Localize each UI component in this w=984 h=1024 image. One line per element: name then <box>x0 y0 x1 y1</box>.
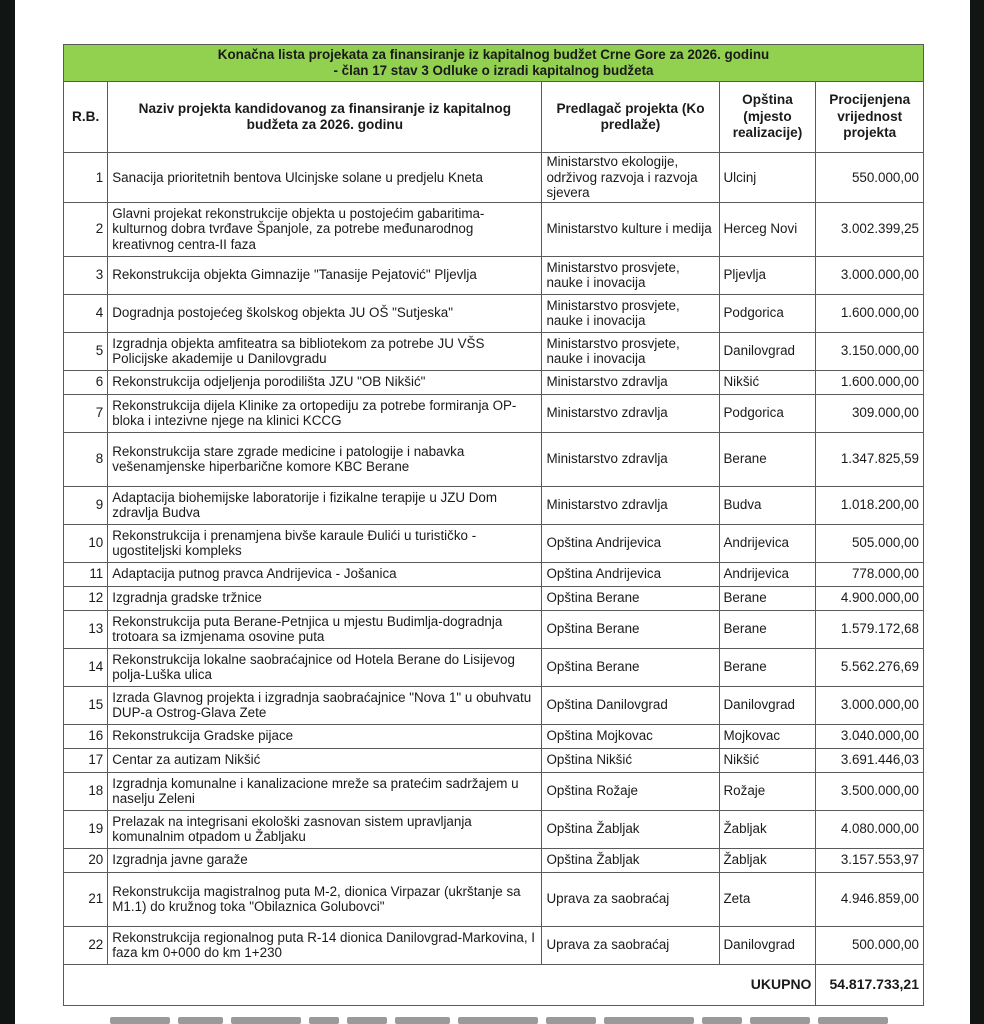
column-header-municipality: Opština (mjesto realizacije) <box>719 82 816 153</box>
row-number: 22 <box>64 926 108 964</box>
proposer: Opština Nikšić <box>542 748 719 772</box>
estimated-value: 1.018.200,00 <box>816 486 924 524</box>
estimated-value: 778.000,00 <box>816 562 924 586</box>
estimated-value: 3.691.446,03 <box>816 748 924 772</box>
column-header-proposer: Predlagač projekta (Ko predlaže) <box>542 82 719 153</box>
column-header-rb: R.B. <box>64 82 108 153</box>
total-label: UKUPNO <box>64 964 816 1005</box>
project-name: Rekonstrukcija i prenamjena bivše karaule Đulići u turističko - ugostiteljski kompleks <box>108 524 542 562</box>
proposer: Uprava za saobraćaj <box>542 872 719 926</box>
project-name: Rekonstrukcija objekta Gimnazije "Tanasije Pejatović" Pljevlja <box>108 256 542 294</box>
municipality: Danilovgrad <box>719 332 816 370</box>
truncated-footer-text <box>110 1012 930 1024</box>
project-name: Rekonstrukcija magistralnog puta M-2, dionica Virpazar (ukrštanje sa M1.1) do kružnog toka "Obilaznica Golubovci" <box>108 872 542 926</box>
table-row <box>64 872 924 926</box>
proposer: Uprava za saobraćaj <box>542 926 719 964</box>
table-row <box>64 748 924 772</box>
municipality: Andrijevica <box>719 524 816 562</box>
row-number: 3 <box>64 256 108 294</box>
document-page <box>15 0 970 1024</box>
proposer: Opština Žabljak <box>542 810 719 848</box>
table-title <box>64 45 924 82</box>
row-number: 8 <box>64 432 108 486</box>
table-row <box>64 202 924 256</box>
table-row <box>64 926 924 964</box>
row-number: 11 <box>64 562 108 586</box>
table-row <box>64 394 924 432</box>
table-row <box>64 153 924 203</box>
municipality: Herceg Novi <box>719 202 816 256</box>
table-row <box>64 432 924 486</box>
proposer: Ministarstvo zdravlja <box>542 394 719 432</box>
row-number: 14 <box>64 648 108 686</box>
project-name: Glavni projekat rekonstrukcije objekta u postojećim gabaritima-kulturnog dobra tvrđave Španjole, za potrebe međunarodnog kreativnog centra-II faza <box>108 202 542 256</box>
proposer: Ministarstvo prosvjete, nauke i inovacija <box>542 256 719 294</box>
row-number: 13 <box>64 610 108 648</box>
row-number: 21 <box>64 872 108 926</box>
project-name: Adaptacija biohemijske laboratorije i fizikalne terapije u JZU Dom zdravlja Budva <box>108 486 542 524</box>
table-title-line2: - član 17 stav 3 Odluke o izradi kapitalnog budžeta <box>333 63 654 78</box>
municipality: Ulcinj <box>719 153 816 203</box>
estimated-value: 5.562.276,69 <box>816 648 924 686</box>
project-name: Rekonstrukcija stare zgrade medicine i patologije i nabavka vešenamjenske hiperbarične komore KBC Berane <box>108 432 542 486</box>
municipality: Žabljak <box>719 848 816 872</box>
estimated-value: 4.900.000,00 <box>816 586 924 610</box>
table-row <box>64 648 924 686</box>
row-number: 1 <box>64 153 108 203</box>
estimated-value: 550.000,00 <box>816 153 924 203</box>
row-number: 12 <box>64 586 108 610</box>
row-number: 18 <box>64 772 108 810</box>
estimated-value: 3.002.399,25 <box>816 202 924 256</box>
project-name: Rekonstrukcija Gradske pijace <box>108 724 542 748</box>
estimated-value: 1.600.000,00 <box>816 370 924 394</box>
total-value: 54.817.733,21 <box>816 964 924 1005</box>
table-row <box>64 562 924 586</box>
table-body <box>64 153 924 965</box>
row-number: 16 <box>64 724 108 748</box>
proposer: Ministarstvo zdravlja <box>542 486 719 524</box>
column-header-row <box>64 82 924 153</box>
table-row <box>64 810 924 848</box>
estimated-value: 500.000,00 <box>816 926 924 964</box>
estimated-value: 1.347.825,59 <box>816 432 924 486</box>
project-name: Izgradnja objekta amfiteatra sa bibliotekom za potrebe JU VŠS Policijske akademije u Danilovgradu <box>108 332 542 370</box>
table-row <box>64 294 924 332</box>
proposer: Ministarstvo prosvjete, nauke i inovacija <box>542 332 719 370</box>
row-number: 17 <box>64 748 108 772</box>
proposer: Opština Andrijevica <box>542 524 719 562</box>
proposer: Ministarstvo zdravlja <box>542 370 719 394</box>
proposer: Opština Andrijevica <box>542 562 719 586</box>
row-number: 9 <box>64 486 108 524</box>
table-row <box>64 256 924 294</box>
project-name: Izgradnja javne garaže <box>108 848 542 872</box>
table-row <box>64 772 924 810</box>
proposer: Opština Berane <box>542 586 719 610</box>
table-row <box>64 610 924 648</box>
estimated-value: 505.000,00 <box>816 524 924 562</box>
estimated-value: 4.080.000,00 <box>816 810 924 848</box>
municipality: Podgorica <box>719 294 816 332</box>
table-row <box>64 524 924 562</box>
municipality: Podgorica <box>719 394 816 432</box>
proposer: Opština Berane <box>542 648 719 686</box>
proposer: Ministarstvo prosvjete, nauke i inovacija <box>542 294 719 332</box>
municipality: Mojkovac <box>719 724 816 748</box>
project-name: Izgradnja gradske tržnice <box>108 586 542 610</box>
project-list-table <box>63 44 924 1006</box>
municipality: Zeta <box>719 872 816 926</box>
row-number: 5 <box>64 332 108 370</box>
estimated-value: 3.040.000,00 <box>816 724 924 748</box>
municipality: Berane <box>719 610 816 648</box>
municipality: Berane <box>719 586 816 610</box>
column-header-project-name: Naziv projekta kandidovanog za finansiranje iz kapitalnog budžeta za 2026. godinu <box>108 82 542 153</box>
municipality: Berane <box>719 432 816 486</box>
proposer: Opština Rožaje <box>542 772 719 810</box>
municipality: Danilovgrad <box>719 686 816 724</box>
row-number: 7 <box>64 394 108 432</box>
estimated-value: 3.000.000,00 <box>816 256 924 294</box>
proposer: Opština Žabljak <box>542 848 719 872</box>
estimated-value: 3.500.000,00 <box>816 772 924 810</box>
project-name: Rekonstrukcija lokalne saobraćajnice od Hotela Berane do Lisijevog polja-Luška ulica <box>108 648 542 686</box>
table-row <box>64 848 924 872</box>
row-number: 20 <box>64 848 108 872</box>
proposer: Opština Mojkovac <box>542 724 719 748</box>
municipality: Nikšić <box>719 748 816 772</box>
table-row <box>64 724 924 748</box>
project-name: Rekonstrukcija odjeljenja porodilišta JZU "OB Nikšić" <box>108 370 542 394</box>
municipality: Danilovgrad <box>719 926 816 964</box>
estimated-value: 1.579.172,68 <box>816 610 924 648</box>
project-name: Rekonstrukcija regionalnog puta R-14 dionica Danilovgrad-Markovina, I faza km 0+000 do km 1+230 <box>108 926 542 964</box>
estimated-value: 309.000,00 <box>816 394 924 432</box>
row-number: 10 <box>64 524 108 562</box>
row-number: 19 <box>64 810 108 848</box>
municipality: Berane <box>719 648 816 686</box>
row-number: 4 <box>64 294 108 332</box>
project-name: Izgradnja komunalne i kanalizacione mreže sa pratećim sadržajem u naselju Zeleni <box>108 772 542 810</box>
project-name: Dogradnja postojećeg školskog objekta JU OŠ "Sutjeska" <box>108 294 542 332</box>
screen-edge-right <box>970 0 984 1024</box>
municipality: Rožaje <box>719 772 816 810</box>
municipality: Budva <box>719 486 816 524</box>
municipality: Nikšić <box>719 370 816 394</box>
estimated-value: 3.000.000,00 <box>816 686 924 724</box>
project-name: Izrada Glavnog projekta i izgradnja saobraćajnice "Nova 1" u obuhvatu DUP-a Ostrog-Glava Zete <box>108 686 542 724</box>
proposer: Ministarstvo kulture i medija <box>542 202 719 256</box>
proposer: Ministarstvo zdravlja <box>542 432 719 486</box>
municipality: Žabljak <box>719 810 816 848</box>
table-row <box>64 486 924 524</box>
proposer: Ministarstvo ekologije, održivog razvoja i razvoja sjevera <box>542 153 719 203</box>
table-title-row <box>64 45 924 82</box>
table-row <box>64 586 924 610</box>
project-name: Sanacija prioritetnih bentova Ulcinjske solane u predjelu Kneta <box>108 153 542 203</box>
table-title-line1: Konačna lista projekata za finansiranje iz kapitalnog budžet Crne Gore za 2026. godinu <box>217 47 770 62</box>
column-header-value: Procijenjena vrijednost projekta <box>816 82 924 153</box>
estimated-value: 3.150.000,00 <box>816 332 924 370</box>
table-row <box>64 332 924 370</box>
project-name: Prelazak na integrisani ekološki zasnovan sistem upravljanja komunalnim otpadom u Žabljaku <box>108 810 542 848</box>
screen-edge-left <box>0 0 15 1024</box>
estimated-value: 3.157.553,97 <box>816 848 924 872</box>
project-name: Adaptacija putnog pravca Andrijevica - Jošanica <box>108 562 542 586</box>
project-name: Rekonstrukcija puta Berane-Petnjica u mjestu Budimlja-dogradnja trotoara sa izmjenama osovine puta <box>108 610 542 648</box>
municipality: Pljevlja <box>719 256 816 294</box>
project-name: Centar za autizam Nikšić <box>108 748 542 772</box>
project-name: Rekonstrukcija dijela Klinike za ortopediju za potrebe formiranja OP-bloka i intezivne njege na klinici KCCG <box>108 394 542 432</box>
proposer: Opština Berane <box>542 610 719 648</box>
row-number: 15 <box>64 686 108 724</box>
estimated-value: 1.600.000,00 <box>816 294 924 332</box>
municipality: Andrijevica <box>719 562 816 586</box>
row-number: 2 <box>64 202 108 256</box>
proposer: Opština Danilovgrad <box>542 686 719 724</box>
total-row <box>64 964 924 1005</box>
estimated-value: 4.946.859,00 <box>816 872 924 926</box>
table-row <box>64 686 924 724</box>
row-number: 6 <box>64 370 108 394</box>
table-row <box>64 370 924 394</box>
